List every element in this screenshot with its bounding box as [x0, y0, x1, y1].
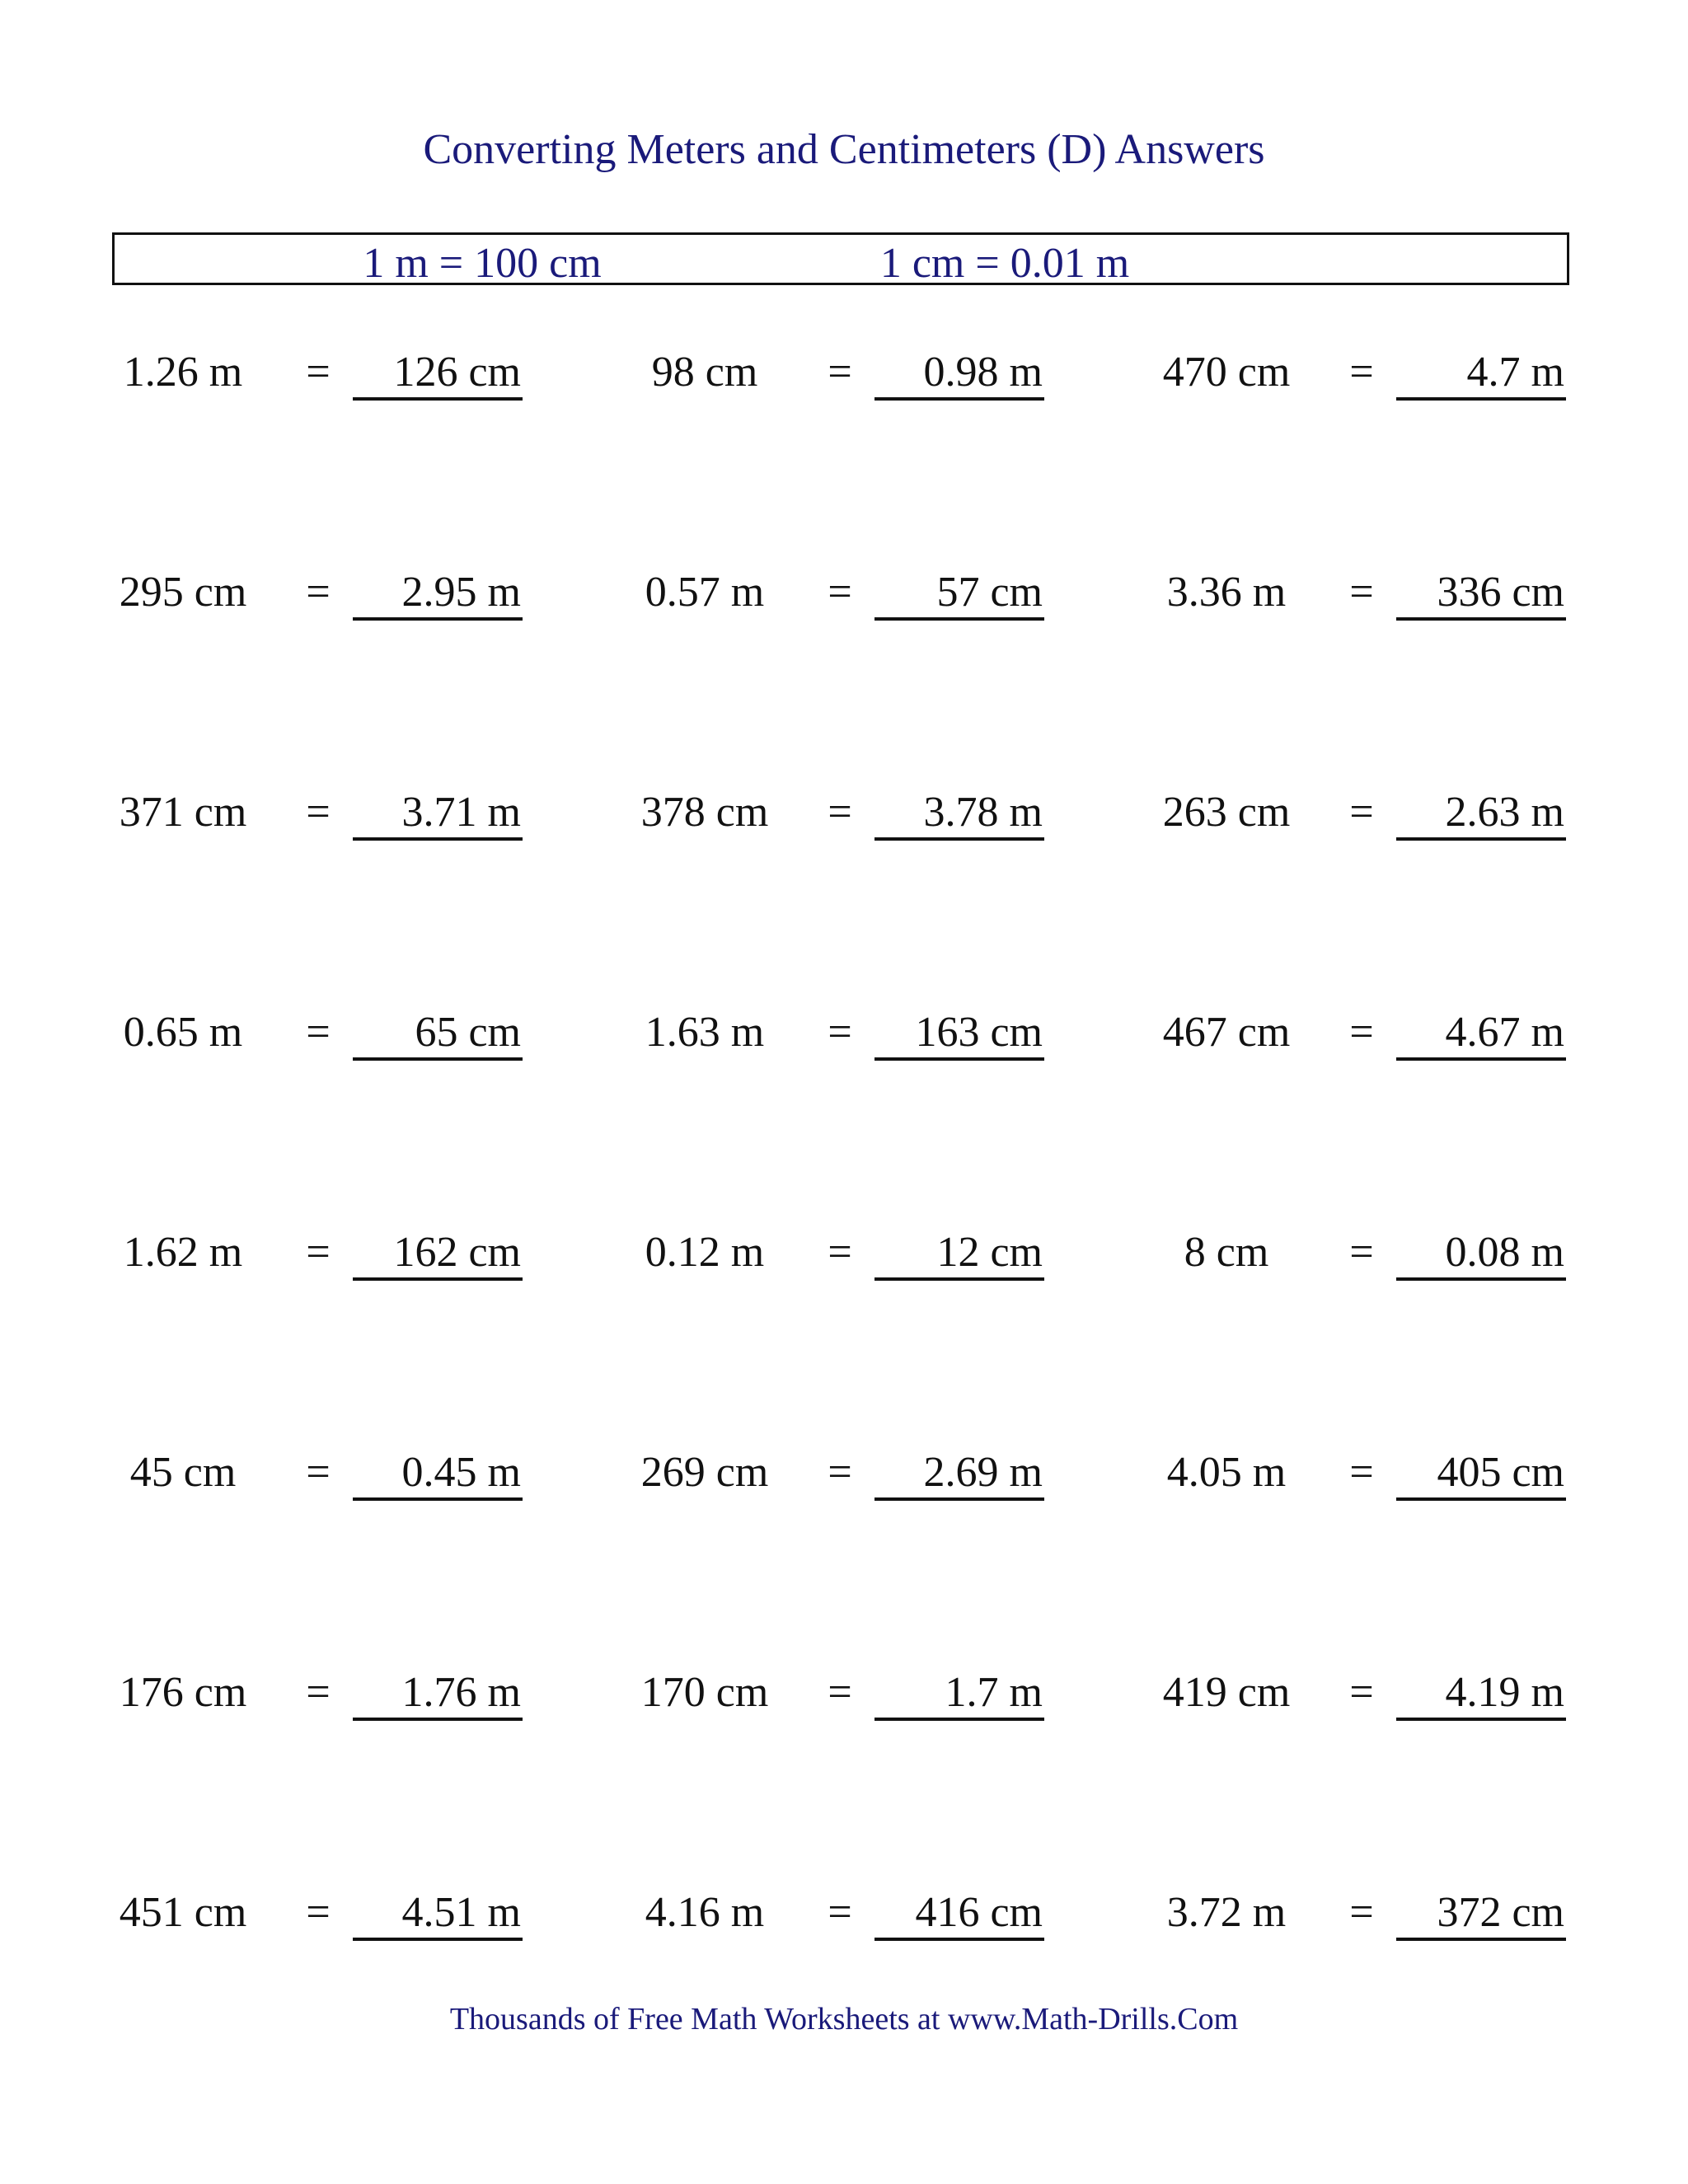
equals-sign: = — [306, 1449, 331, 1496]
equals-sign: = — [1349, 1229, 1374, 1276]
equals-sign: = — [1349, 1449, 1374, 1496]
equals-sign: = — [306, 789, 331, 836]
equals-sign: = — [1349, 789, 1374, 836]
equals-sign: = — [828, 349, 852, 396]
equals-sign: = — [1349, 1669, 1374, 1716]
equals-sign: = — [1349, 349, 1374, 396]
problem-question: 98 cm — [651, 349, 758, 396]
equals-sign: = — [1349, 569, 1374, 616]
problem-question: 470 cm — [1162, 349, 1291, 396]
problem-question: 170 cm — [640, 1669, 769, 1716]
conversion-reference-box — [112, 232, 1569, 285]
answer-blank: 336 cm — [1396, 566, 1566, 621]
answer-blank: 2.69 m — [874, 1446, 1044, 1501]
problem-question: 3.72 m — [1166, 1889, 1287, 1936]
equals-sign: = — [306, 569, 331, 616]
problem-question: 451 cm — [119, 1889, 247, 1936]
problem-question: 419 cm — [1162, 1669, 1291, 1716]
equals-sign: = — [828, 1669, 852, 1716]
equals-sign: = — [828, 1009, 852, 1056]
answer-blank: 4.51 m — [353, 1886, 523, 1941]
equals-sign: = — [828, 569, 852, 616]
answer-blank: 163 cm — [874, 1006, 1044, 1061]
equals-sign: = — [828, 789, 852, 836]
equals-sign: = — [306, 1669, 331, 1716]
equals-sign: = — [306, 1229, 331, 1276]
answer-blank: 3.78 m — [874, 786, 1044, 841]
footer-text: Thousands of Free Math Worksheets at www.Math-Drills.Com — [449, 2002, 1239, 2036]
equals-sign: = — [306, 1009, 331, 1056]
answer-blank: 0.08 m — [1396, 1226, 1566, 1281]
problem-question: 45 cm — [129, 1449, 237, 1496]
answer-blank: 3.71 m — [353, 786, 523, 841]
answer-blank: 65 cm — [353, 1006, 523, 1061]
answer-blank: 2.63 m — [1396, 786, 1566, 841]
answer-blank: 416 cm — [874, 1886, 1044, 1941]
problem-question: 3.36 m — [1166, 569, 1287, 616]
equals-sign: = — [1349, 1009, 1374, 1056]
conversion-m-to-cm: 1 m = 100 cm — [363, 240, 602, 287]
problem-question: 263 cm — [1162, 789, 1291, 836]
answer-blank: 372 cm — [1396, 1886, 1566, 1941]
answer-blank: 12 cm — [874, 1226, 1044, 1281]
answer-blank: 162 cm — [353, 1226, 523, 1281]
equals-sign: = — [1349, 1889, 1374, 1936]
equals-sign: = — [828, 1449, 852, 1496]
problem-question: 0.57 m — [645, 569, 765, 616]
problem-question: 1.62 m — [123, 1229, 243, 1276]
answer-blank: 4.7 m — [1396, 346, 1566, 401]
answer-blank: 4.67 m — [1396, 1006, 1566, 1061]
problem-question: 4.05 m — [1166, 1449, 1287, 1496]
equals-sign: = — [828, 1889, 852, 1936]
answer-blank: 57 cm — [874, 566, 1044, 621]
problem-question: 295 cm — [119, 569, 247, 616]
answer-blank: 4.19 m — [1396, 1666, 1566, 1721]
answer-blank: 1.7 m — [874, 1666, 1044, 1721]
problem-question: 1.63 m — [645, 1009, 765, 1056]
answer-blank: 2.95 m — [353, 566, 523, 621]
answer-blank: 126 cm — [353, 346, 523, 401]
problem-question: 371 cm — [119, 789, 247, 836]
problem-question: 467 cm — [1162, 1009, 1291, 1056]
worksheet-title: Converting Meters and Centimeters (D) Answers — [423, 126, 1265, 173]
problem-question: 269 cm — [640, 1449, 769, 1496]
answer-blank: 405 cm — [1396, 1446, 1566, 1501]
problem-question: 0.65 m — [123, 1009, 243, 1056]
answer-blank: 0.45 m — [353, 1446, 523, 1501]
problem-question: 1.26 m — [123, 349, 243, 396]
problem-question: 0.12 m — [645, 1229, 765, 1276]
problem-question: 176 cm — [119, 1669, 247, 1716]
equals-sign: = — [306, 1889, 331, 1936]
problem-question: 4.16 m — [645, 1889, 765, 1936]
equals-sign: = — [828, 1229, 852, 1276]
answer-blank: 1.76 m — [353, 1666, 523, 1721]
equals-sign: = — [306, 349, 331, 396]
conversion-cm-to-m: 1 cm = 0.01 m — [879, 240, 1130, 287]
problem-question: 378 cm — [640, 789, 769, 836]
answer-blank: 0.98 m — [874, 346, 1044, 401]
problem-question: 8 cm — [1184, 1229, 1269, 1276]
